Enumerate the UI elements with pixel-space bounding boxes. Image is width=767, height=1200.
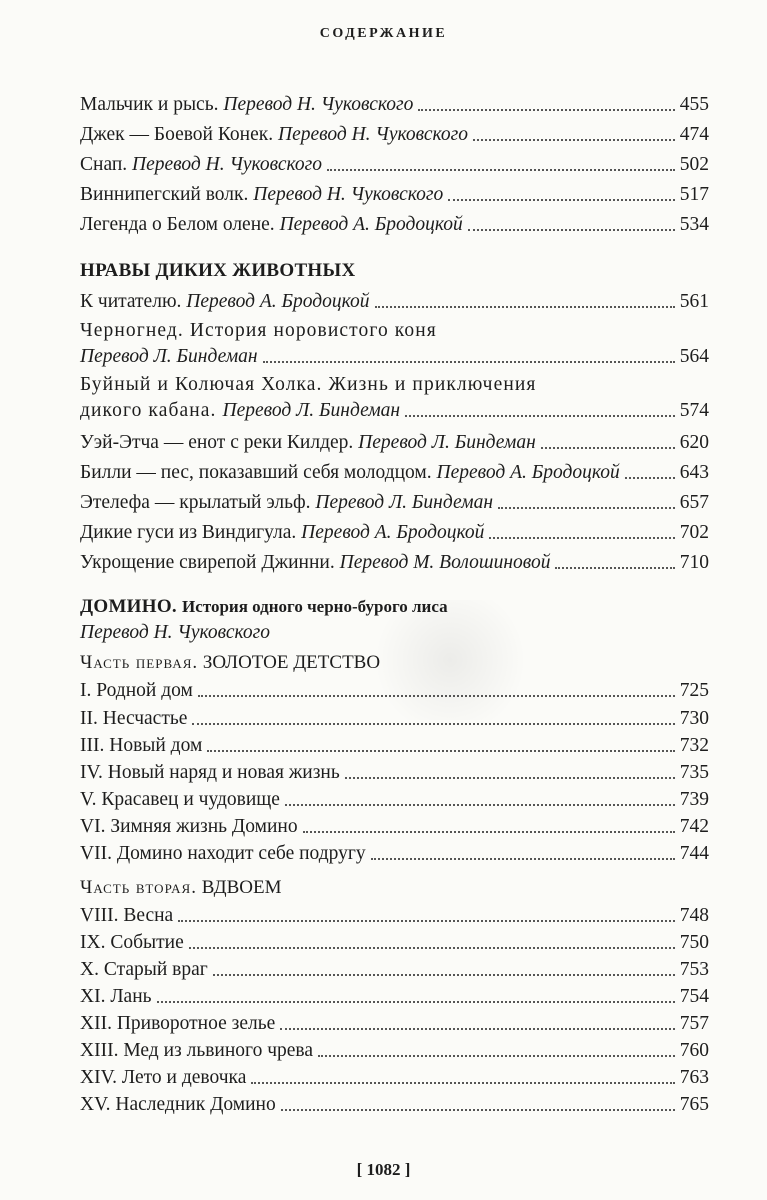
toc-entry[interactable] (80, 426, 709, 454)
section-title: ДОМИНО. (80, 596, 177, 617)
page-number: 534 (679, 214, 709, 235)
page-number: 735 (679, 762, 709, 783)
chapter-entry[interactable] (80, 953, 709, 981)
section-subtitle: История одного черно-бурого лиса (182, 597, 448, 616)
entry-translator: Перевод М. Волошиновой (339, 552, 551, 573)
dot-leader (318, 1053, 675, 1057)
chapter-title: X. Старый враг (80, 959, 208, 980)
entry-title: Этелефа — крылатый эльф. (80, 492, 311, 513)
toc-entry[interactable] (80, 148, 709, 176)
entry-title: Укрощение свирепой Джинни. (80, 552, 335, 573)
dot-leader (405, 413, 675, 417)
dot-leader (498, 505, 675, 509)
entry-title[interactable]: Черногнед. История норовистого коня (80, 320, 437, 341)
dot-leader (178, 918, 675, 922)
part-title: ВДВОЕМ (201, 877, 282, 898)
dot-leader (555, 565, 674, 569)
chapter-entry[interactable] (80, 810, 709, 838)
entry-title: Дикие гуси из Виндигула. (80, 522, 297, 543)
chapter-entry[interactable] (80, 1088, 709, 1116)
page-number: 757 (679, 1013, 709, 1034)
chapter-title: I. Родной дом (80, 680, 193, 701)
dot-leader (371, 856, 675, 860)
entry-translator: Перевод Н. Чуковского (223, 94, 414, 115)
dot-leader (541, 445, 675, 449)
entry-translator: Перевод Л. Биндеман (358, 432, 536, 453)
dot-leader (207, 748, 674, 752)
chapter-title: XI. Лань (80, 986, 152, 1007)
page-number: 564 (679, 346, 709, 367)
page-number: 710 (679, 552, 709, 573)
page-number: 455 (679, 94, 709, 115)
toc-entry[interactable] (80, 285, 709, 313)
chapter-entry[interactable] (80, 783, 709, 811)
toc-entry[interactable] (80, 340, 709, 368)
entry-translator: Перевод А. Бродоцкой (279, 214, 463, 235)
chapter-entry[interactable] (80, 756, 709, 784)
entry-title: Виннипегский волк. (80, 184, 249, 205)
dot-leader (281, 1107, 675, 1111)
chapter-entry[interactable] (80, 729, 709, 757)
page-number: 763 (679, 1067, 709, 1088)
dot-leader (448, 197, 675, 201)
chapter-title: XII. Приворотное зелье (80, 1013, 276, 1034)
page-number: 502 (679, 154, 709, 175)
entry-translator: Перевод Л. Биндеман (222, 400, 401, 421)
chapter-title: XIV. Лето и девочка (80, 1067, 247, 1088)
part-heading (80, 877, 282, 899)
page-header: СОДЕРЖАНИЕ (319, 26, 448, 41)
entry-title: К читателю. (80, 291, 182, 312)
chapter-entry[interactable] (80, 899, 709, 927)
toc-entry[interactable] (80, 118, 709, 146)
toc-entry[interactable] (80, 178, 709, 206)
toc-entry[interactable] (80, 456, 709, 484)
dot-leader (468, 227, 675, 231)
dot-leader (473, 137, 675, 141)
entry-title: Уэй-Этча — енот с реки Килдер. (80, 432, 354, 453)
chapter-entry[interactable] (80, 1034, 709, 1062)
page-number: 561 (679, 291, 709, 312)
section-translator: Перевод Н. Чуковского (80, 622, 270, 643)
entry-translator: Перевод Л. Биндеман (80, 346, 258, 367)
chapter-title: VIII. Весна (80, 905, 174, 926)
dot-leader (280, 1026, 674, 1030)
page-number: 732 (679, 735, 709, 756)
chapter-title: III. Новый дом (80, 735, 203, 756)
page-number: 643 (679, 462, 709, 483)
chapter-entry[interactable] (80, 926, 709, 954)
part-label: Часть вторая. (80, 877, 197, 898)
page-number-footer: [ 1082 ] (356, 1160, 411, 1179)
entry-translator: Перевод А. Бродоцкой (436, 462, 620, 483)
chapter-title: XV. Наследник Домино (80, 1094, 276, 1115)
entry-translator: Перевод Н. Чуковского (277, 124, 468, 145)
toc-entry[interactable] (80, 394, 709, 422)
dot-leader (198, 693, 675, 697)
dot-leader (625, 475, 675, 479)
page-number: 739 (679, 789, 709, 810)
chapter-entry[interactable] (80, 702, 709, 730)
dot-leader (345, 775, 675, 779)
entry-translator: Перевод Л. Биндеман (315, 492, 493, 513)
chapter-title: VII. Домино находит себе подругу (80, 843, 366, 864)
chapter-title: V. Красавец и чудовище (80, 789, 280, 810)
toc-entry[interactable] (80, 208, 709, 236)
page-number: 517 (679, 184, 709, 205)
page-number: 620 (679, 432, 709, 453)
entry-title: Легенда о Белом олене. (80, 214, 275, 235)
entry-title: дикого кабана. (80, 400, 217, 421)
page-number: 748 (679, 905, 709, 926)
dot-leader (192, 721, 674, 725)
chapter-title: IX. Событие (80, 932, 184, 953)
chapter-entry[interactable] (80, 980, 709, 1008)
chapter-entry[interactable] (80, 837, 709, 865)
part-title: ЗОЛОТОЕ ДЕТСТВО (202, 652, 381, 673)
page-number: 574 (679, 400, 709, 421)
page-number: 657 (679, 492, 709, 513)
chapter-title: II. Несчастье (80, 708, 188, 729)
page-number: 744 (679, 843, 709, 864)
entry-title: Снап. (80, 154, 128, 175)
toc-entry[interactable] (80, 88, 709, 116)
chapter-title: VI. Зимняя жизнь Домино (80, 816, 298, 837)
dot-leader (375, 304, 675, 308)
chapter-entry[interactable] (80, 1061, 709, 1089)
toc-entry[interactable] (80, 516, 709, 544)
dot-leader (303, 829, 675, 833)
entry-translator: Перевод А. Бродоцкой (301, 522, 485, 543)
entry-translator: Перевод Н. Чуковского (132, 154, 323, 175)
entry-title: Мальчик и рысь. (80, 94, 219, 115)
page-number: 725 (679, 680, 709, 701)
dot-leader (189, 945, 675, 949)
page-number: 702 (679, 522, 709, 543)
dot-leader (418, 107, 674, 111)
section-heading (80, 596, 448, 618)
chapter-entry[interactable] (80, 1007, 709, 1035)
entry-title: Джек — Боевой Конек. (80, 124, 274, 145)
part-label: Часть первая. (80, 652, 199, 673)
dot-leader (285, 802, 675, 806)
page-number: 742 (679, 816, 709, 837)
toc-entry[interactable] (80, 486, 709, 514)
page-number: 754 (679, 986, 709, 1007)
page-number: 474 (679, 124, 709, 145)
chapter-entry[interactable] (80, 674, 709, 702)
entry-translator: Перевод А. Бродоцкой (186, 291, 370, 312)
page-number: 765 (679, 1094, 709, 1115)
dot-leader (489, 535, 674, 539)
toc-entry[interactable] (80, 546, 709, 574)
dot-leader (251, 1080, 674, 1084)
entry-title: Билли — пес, показавший себя молодцом. (80, 462, 432, 483)
dot-leader (327, 167, 675, 171)
dot-leader (263, 359, 675, 363)
entry-title[interactable]: Буйный и Колючая Холка. Жизнь и приключения (80, 374, 537, 395)
chapter-title: XIII. Мед из львиного чрева (80, 1040, 314, 1061)
page-number: 730 (679, 708, 709, 729)
page-number: 760 (679, 1040, 709, 1061)
page-number: 753 (679, 959, 709, 980)
chapter-title: IV. Новый наряд и новая жизнь (80, 762, 340, 783)
entry-translator: Перевод Н. Чуковского (253, 184, 444, 205)
dot-leader (213, 972, 675, 976)
part-heading (80, 652, 380, 674)
page-number: 750 (679, 932, 709, 953)
section-heading: НРАВЫ ДИКИХ ЖИВОТНЫХ (80, 260, 356, 281)
dot-leader (157, 999, 675, 1003)
